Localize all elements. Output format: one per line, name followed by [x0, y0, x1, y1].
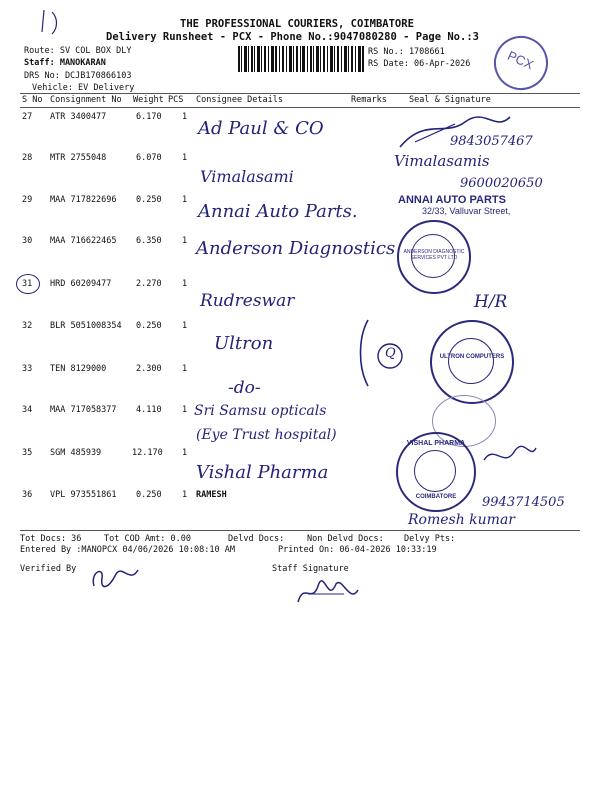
row-handwritten-name: Sri Samsu opticals: [194, 403, 327, 419]
eye-trust-note: (Eye Trust hospital): [196, 427, 337, 443]
row-pcs: 1: [182, 405, 188, 415]
annai-stamp-name: ANNAI AUTO PARTS: [398, 194, 506, 206]
row-weight: 0.250: [136, 195, 162, 205]
row-consignee: RAMESH: [196, 490, 227, 500]
row-pcs: 1: [182, 321, 188, 331]
vehicle-label: Vehicle: EV Delivery: [32, 83, 135, 93]
vishal-stamp-inner: [414, 450, 456, 492]
col-pcs: PCS: [168, 95, 184, 105]
row-consignment: MTR 2755048: [50, 153, 107, 163]
row-sno: 29: [22, 195, 33, 205]
row-handwritten-name: Annai Auto Parts.: [198, 201, 358, 222]
phone-number-2: 9600020650: [460, 176, 543, 191]
drs-label: DRS No: DCJB170866103: [24, 71, 132, 81]
row-sno: 28: [22, 153, 33, 163]
row-weight: 6.350: [136, 236, 162, 246]
row-weight: 2.270: [136, 279, 162, 289]
staff-signature: [294, 574, 364, 610]
pcx-stamp-text: PCX: [505, 47, 536, 73]
row-handwritten-name: -do-: [228, 378, 261, 398]
anderson-stamp: [397, 220, 471, 294]
total-docs: Tot Docs: 36: [20, 534, 82, 544]
col-remarks: Remarks: [351, 95, 387, 105]
row-sno: 27: [22, 112, 33, 122]
row-handwritten-name: Anderson Diagnostics: [196, 238, 396, 259]
ultron-stamp: [430, 320, 514, 404]
printed-on: Printed On: 06-04-2026 10:33:19: [278, 545, 437, 555]
row-consignment: VPL 973551861: [50, 490, 117, 500]
vimal-signature: Vimalasamis: [394, 152, 490, 170]
row-sno: 31: [22, 279, 33, 289]
entered-by: Entered By :MANOPCX 04/06/2026 10:08:10 AM: [20, 545, 235, 555]
row-pcs: 1: [182, 112, 188, 122]
vishal-stamp-city: COIMBATORE: [415, 494, 457, 500]
row-consignment: TEN 8129000: [50, 364, 107, 374]
row-handwritten-name: Ad Paul & CO: [198, 118, 324, 139]
top-left-mark: [38, 8, 78, 38]
row-weight: 0.250: [136, 490, 162, 500]
route-label: Route: SV COL BOX DLY: [24, 46, 132, 56]
col-weight: Weight: [133, 95, 164, 105]
row-handwritten-name: Rudreswar: [200, 291, 295, 311]
delivery-points: Delvy Pts:: [404, 534, 456, 544]
vishal-stamp: [396, 432, 476, 512]
row-weight: 4.110: [136, 405, 162, 415]
company-title: THE PROFESSIONAL COURIERS, COIMBATORE: [180, 18, 414, 30]
annai-stamp-address: 32/33, Valluvar Street,: [422, 206, 511, 216]
row-pcs: 1: [182, 153, 188, 163]
total-cod-amount: Tot COD Amt: 0.00: [104, 534, 191, 544]
row-consignment: SGM 485939: [50, 448, 102, 458]
row-consignment: HRD 60209477: [50, 279, 112, 289]
row-weight: 0.250: [136, 321, 162, 331]
row-sno: 30: [22, 236, 33, 246]
row-handwritten-name: Vimalasami: [200, 167, 294, 186]
rs-date: RS Date: 06-Apr-2026: [368, 59, 471, 69]
row-sno: 34: [22, 405, 33, 415]
non-delivered-docs: Non Delvd Docs:: [307, 534, 384, 544]
hr-mark: H/R: [474, 292, 508, 312]
runsheet-subtitle: Delivery Runsheet - PCX - Phone No.:9047080280 - Page No.:3: [106, 31, 479, 43]
row-consignment: MAA 716622465: [50, 236, 117, 246]
col-consignee: Consignee Details: [196, 95, 283, 105]
rs-number: RS No.: 1708661: [368, 47, 445, 57]
row-pcs: 1: [182, 236, 188, 246]
row-consignment: BLR 5051008354: [50, 321, 122, 331]
row-pcs: 1: [182, 490, 188, 500]
row-pcs: 1: [182, 364, 188, 374]
row-handwritten-name: Ultron: [214, 333, 274, 354]
verified-signature: [86, 560, 146, 592]
row-weight: 2.300: [136, 364, 162, 374]
signature-scribble-2: [480, 440, 540, 470]
col-seal-signature: Seal & Signature: [409, 95, 491, 105]
staff-signature-label: Staff Signature: [272, 564, 349, 574]
row-weight: 6.170: [136, 112, 162, 122]
table-row: [20, 405, 580, 445]
ultron-stamp-text: ULTRON COMPUTERS: [439, 354, 505, 360]
row-sno: 33: [22, 364, 33, 374]
row-sno: 35: [22, 448, 33, 458]
phone-number-3: 9943714505: [482, 495, 565, 510]
barcode-graphic: [238, 46, 364, 72]
row-pcs: 1: [182, 195, 188, 205]
row-consignment: ATR 3400477: [50, 112, 107, 122]
anderson-stamp-text: ANDERSON DIAGNOSTIC SERVICES PVT LTD: [403, 249, 465, 261]
pcx-stamp: [485, 27, 556, 98]
ramesh-signature: Romesh kumar: [408, 512, 515, 528]
table-top-rule: [20, 93, 580, 94]
row-consignment: MAA 717822696: [50, 195, 117, 205]
row-handwritten-name: Vishal Pharma: [196, 462, 329, 483]
row-sno: 36: [22, 490, 33, 500]
table-bottom-rule: [20, 530, 580, 531]
phone-number-1: 9843057467: [450, 134, 533, 149]
row-pcs: 1: [182, 448, 188, 458]
vishal-stamp-name: VISHAL PHARMA: [406, 440, 466, 447]
circled-q-mark: Q: [385, 346, 396, 361]
col-sno: S No: [22, 95, 43, 105]
delivered-docs: Delvd Docs:: [228, 534, 285, 544]
bracket-mark: [356, 318, 406, 388]
barcode: [238, 46, 364, 72]
row-weight: 6.070: [136, 153, 162, 163]
row-pcs: 1: [182, 279, 188, 289]
row-sno: 32: [22, 321, 33, 331]
table-header-rule: [20, 107, 580, 108]
ultron-stamp-inner: [448, 338, 494, 384]
table-row: [20, 236, 580, 276]
table-header: [20, 95, 580, 107]
row-consignment: MAA 717058377: [50, 405, 117, 415]
col-consignment: Consignment No: [50, 95, 122, 105]
staff-label: Staff: MANOKARAN: [24, 58, 106, 68]
verified-by-label: Verified By: [20, 564, 77, 574]
row-weight: 12.170: [132, 448, 163, 458]
